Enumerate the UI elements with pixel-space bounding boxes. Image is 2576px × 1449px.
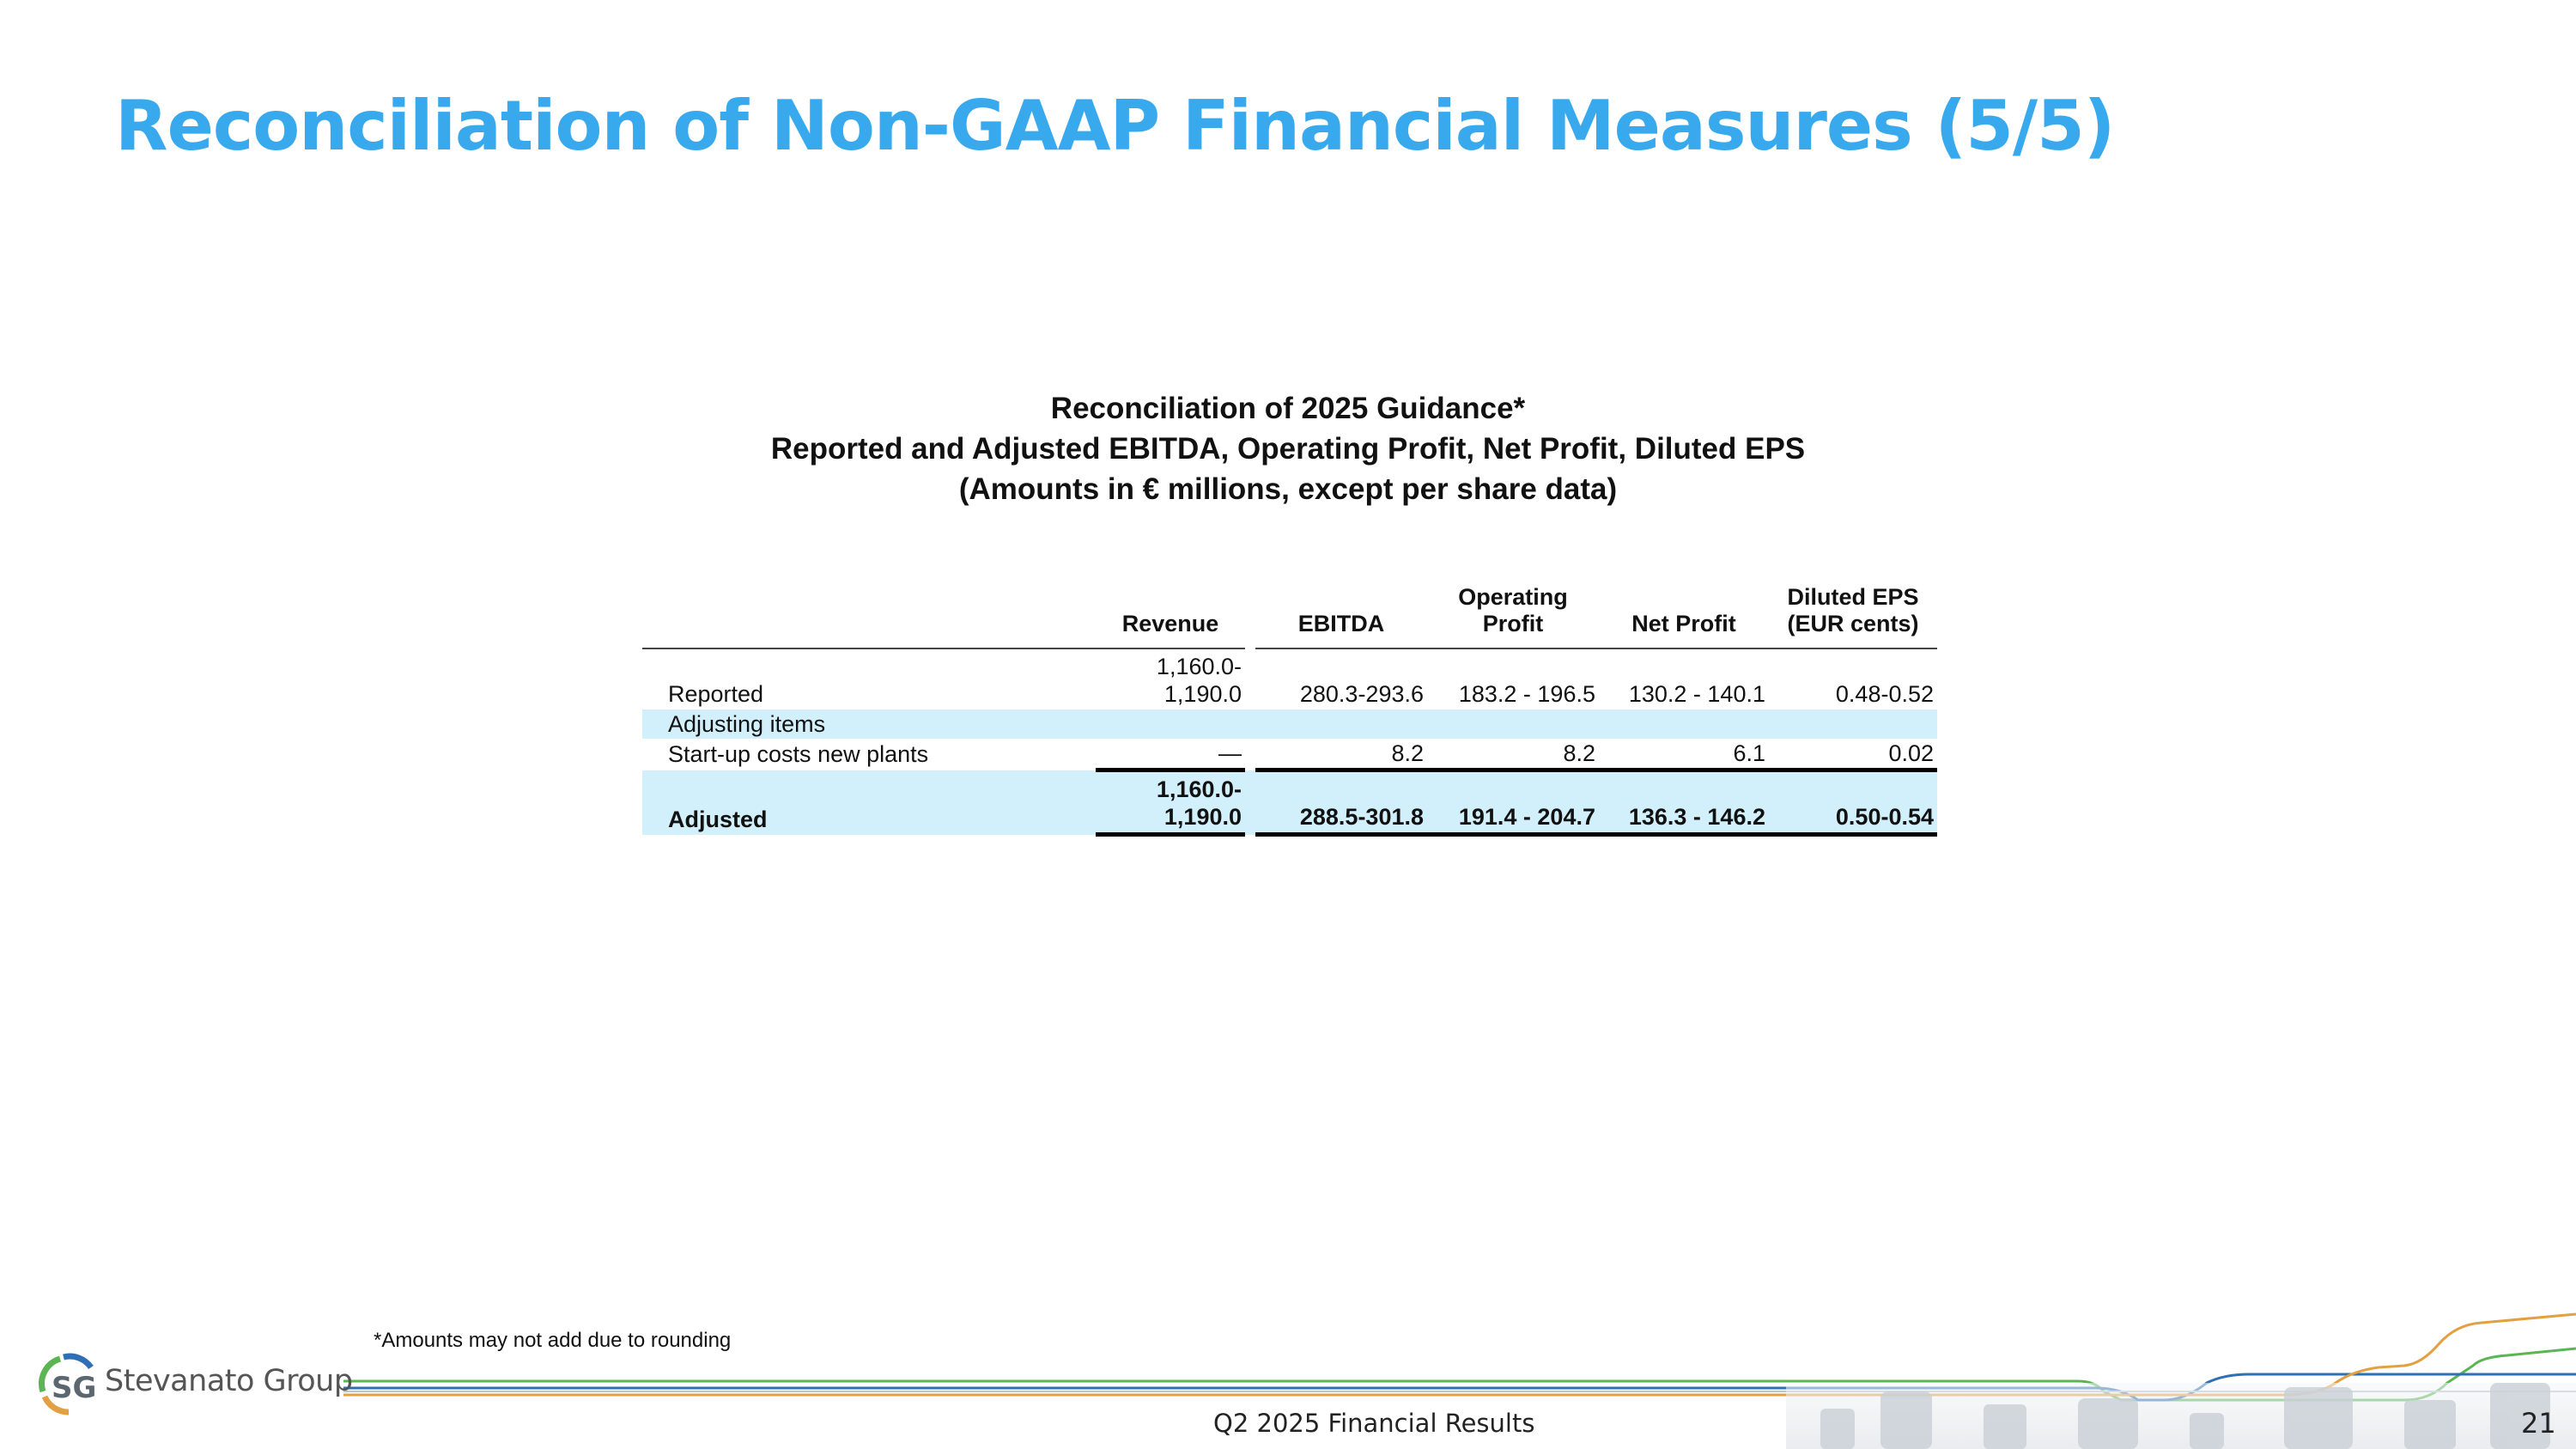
table-heading (601, 388, 1975, 509)
table-heading-line-2: Reported and Adjusted EBITDA, Operating Profit, Net Profit, Diluted EPS (770, 432, 1806, 466)
startup-ebitda: 8.2 (1255, 739, 1427, 770)
logo-mark (42, 1356, 97, 1412)
reported-operating-profit: 183.2 - 196.5 (1458, 681, 1595, 707)
adjusted-ebitda: 288.5-301.8 (1255, 770, 1427, 835)
footer-title: Q2 2025 Financial Results (1213, 1409, 1535, 1438)
row-label: Reported (668, 681, 764, 707)
svg-text:SG: SG (52, 1371, 97, 1405)
row-adjusted (642, 770, 1937, 835)
guidance-reconciliation-table (642, 584, 1937, 837)
reported-ebitda: 280.3-293.6 (1299, 681, 1424, 707)
page-number: 21 (2521, 1407, 2556, 1440)
footnote: *Amounts may not add due to rounding (374, 1329, 732, 1352)
header-label-cell (642, 584, 1096, 648)
reported-revenue: 1,160.0- 1,190.0 (1156, 654, 1242, 707)
header-diluted-eps: Diluted EPS (EUR cents) (1769, 584, 1937, 648)
row-reported (642, 648, 1937, 709)
vials-image-decoration (1786, 1383, 2576, 1449)
row-label: Start-up costs new plants (668, 741, 929, 768)
header-operating-profit: Operating Profit (1427, 584, 1599, 648)
adjusted-net-profit: 136.3 - 146.2 (1599, 770, 1769, 835)
adjusted-diluted-eps: 0.50-0.54 (1769, 770, 1937, 835)
reported-net-profit: 130.2 - 140.1 (1628, 681, 1765, 707)
startup-revenue: — (1096, 739, 1245, 770)
adjusted-revenue: 1,160.0- 1,190.0 (1096, 770, 1245, 835)
row-startup-costs (642, 739, 1937, 770)
row-adjusting-items (642, 709, 1937, 739)
adjusted-operating-profit: 191.4 - 204.7 (1427, 770, 1599, 835)
table-heading-line-1: Reconciliation of 2025 Guidance* (1050, 392, 1526, 425)
table-heading-line-3: (Amounts in € millions, except per share data) (958, 472, 1618, 506)
header-net-profit: Net Profit (1599, 584, 1769, 648)
startup-diluted-eps: 0.02 (1769, 739, 1937, 770)
header-ebitda: EBITDA (1255, 584, 1427, 648)
row-label: Adjusting items (642, 709, 1096, 739)
startup-operating-profit: 8.2 (1427, 739, 1599, 770)
logo-text: Stevanato Group (105, 1364, 353, 1398)
startup-net-profit: 6.1 (1599, 739, 1769, 770)
reported-diluted-eps: 0.48-0.52 (1835, 681, 1934, 707)
table-header-row (642, 584, 1937, 648)
header-revenue: Revenue (1096, 584, 1245, 648)
row-label: Adjusted (642, 770, 1096, 835)
page-title: Reconciliation of Non-GAAP Financial Measures (5/5) (115, 86, 2115, 166)
